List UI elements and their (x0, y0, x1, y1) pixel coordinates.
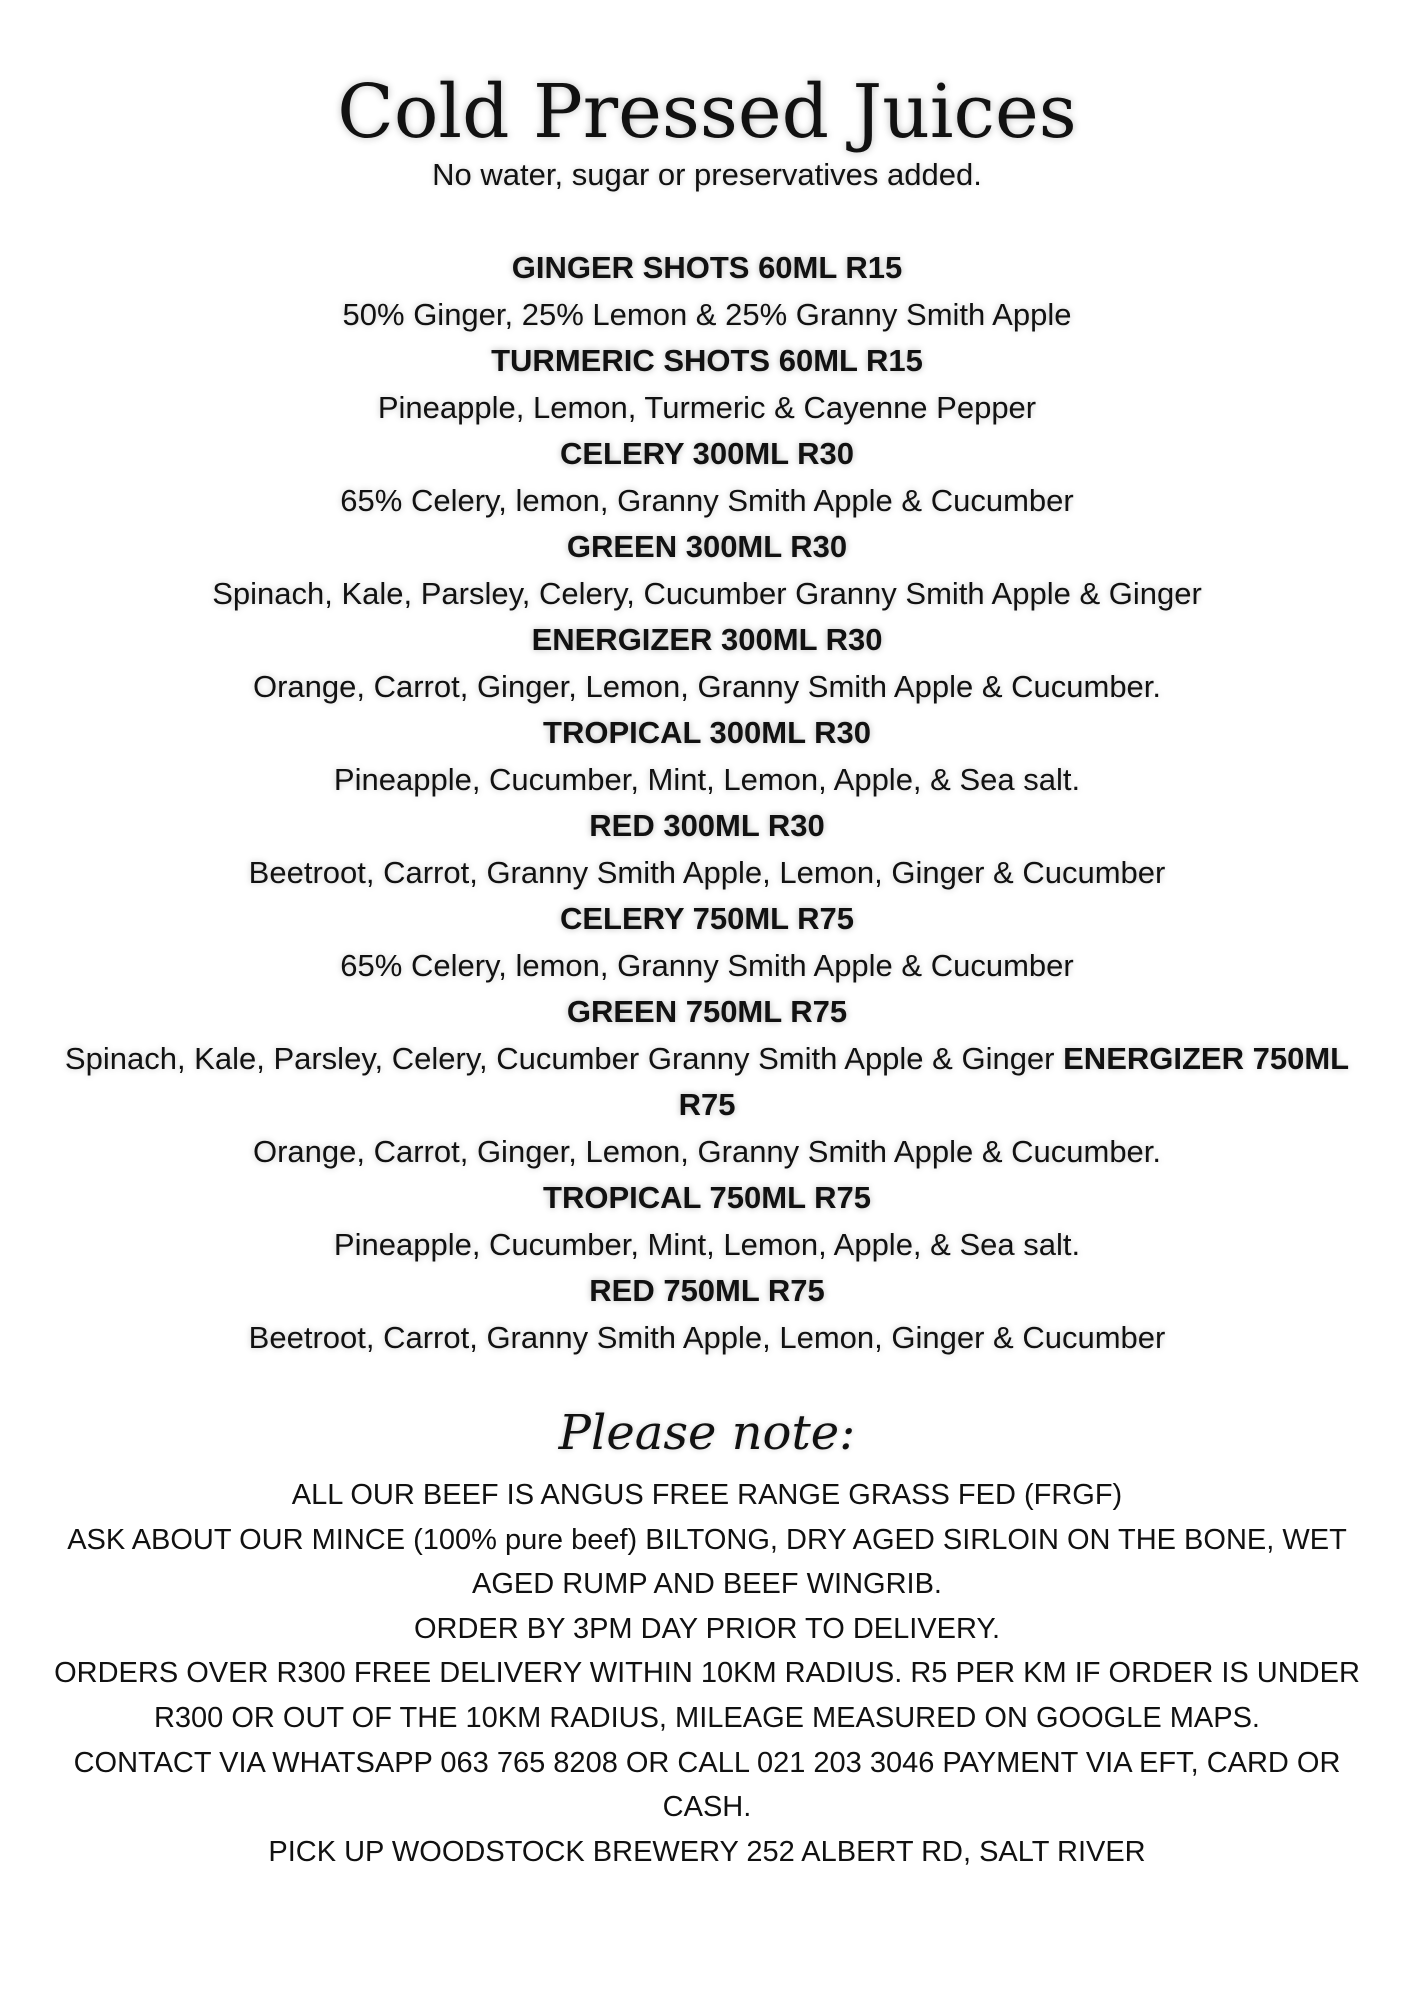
juice-ingredients: Pineapple, Cucumber, Mint, Lemon, Apple, & Sea salt. (333, 1226, 1081, 1262)
juice-heading: CELERY 300ML R30 (559, 436, 855, 471)
notes-section (0, 1473, 1414, 1874)
juice-heading: RED 750ML R75 (589, 1273, 825, 1308)
note-line: AGED RUMP AND BEEF WINGRIB. (472, 1568, 942, 1601)
note-line: CONTACT VIA WHATSAPP 063 765 8208 OR CALL 021 203 3046 PAYMENT VIA EFT, CARD OR (73, 1746, 1341, 1779)
juice-ingredients: Pineapple, Cucumber, Mint, Lemon, Apple, & Sea salt. (333, 761, 1081, 797)
juice-heading: GREEN 750ML R75 (566, 994, 848, 1029)
juice-ingredients: 65% Celery, lemon, Granny Smith Apple & Cucumber (340, 947, 1074, 983)
juice-ingredients: Orange, Carrot, Ginger, Lemon, Granny Smith Apple & Cucumber. (252, 668, 1162, 704)
note-line: ALL OUR BEEF IS ANGUS FREE RANGE GRASS FED (FRGF) (291, 1479, 1123, 1511)
juice-heading: ENERGIZER 300ML R30 (531, 622, 883, 657)
page-subtitle: No water, sugar or preservatives added. (432, 157, 982, 192)
juice-heading: GREEN 300ML R30 (566, 529, 848, 564)
juice-ingredients: 65% Celery, lemon, Granny Smith Apple & Cucumber (340, 482, 1074, 518)
juice-heading: TROPICAL 750ML R75 (543, 1180, 871, 1215)
juice-heading: GINGER SHOTS 60ML R15 (511, 250, 903, 285)
juice-heading-continued: R75 (678, 1087, 736, 1122)
juice-heading: TURMERIC SHOTS 60ML R15 (491, 343, 923, 378)
note-line: ORDER BY 3PM DAY PRIOR TO DELIVERY. (413, 1612, 1001, 1645)
juice-ingredients: Spinach, Kale, Parsley, Celery, Cucumber Granny Smith Apple & Ginger (64, 1040, 1055, 1076)
juice-ingredients: Beetroot, Carrot, Granny Smith Apple, Lemon, Ginger & Cucumber (248, 1319, 1166, 1355)
note-line: PICK UP WOODSTOCK BREWERY 252 ALBERT RD, SALT RIVER (268, 1835, 1146, 1868)
juice-ingredients: Beetroot, Carrot, Granny Smith Apple, Lemon, Ginger & Cucumber (248, 854, 1166, 890)
note-heading: Please note: (558, 1405, 856, 1461)
juice-heading: TROPICAL 300ML R30 (543, 715, 871, 750)
juice-menu (0, 245, 1414, 1361)
juice-ingredients-with-inline-heading (0, 1036, 1414, 1083)
juice-heading-inline: ENERGIZER 750ML (1063, 1040, 1350, 1076)
juice-ingredients: Spinach, Kale, Parsley, Celery, Cucumber Granny Smith Apple & Ginger (212, 575, 1202, 611)
juice-ingredients: Pineapple, Lemon, Turmeric & Cayenne Pepper (377, 389, 1037, 425)
juice-ingredients: 50% Ginger, 25% Lemon & 25% Granny Smith Apple (342, 296, 1072, 332)
juice-heading: CELERY 750ML R75 (559, 901, 855, 936)
juice-ingredients: Orange, Carrot, Ginger, Lemon, Granny Smith Apple & Cucumber. (252, 1133, 1162, 1169)
juice-heading: RED 300ML R30 (589, 808, 825, 843)
note-line: CASH. (662, 1791, 752, 1824)
note-line: R300 OR OUT OF THE 10KM RADIUS, MILEAGE MEASURED ON GOOGLE MAPS. (153, 1701, 1260, 1734)
note-line: ORDERS OVER R300 FREE DELIVERY WITHIN 10KM RADIUS. R5 PER KM IF ORDER IS UNDER (54, 1657, 1360, 1690)
note-line: ASK ABOUT OUR MINCE (100% pure beef) BILTONG, DRY AGED SIRLOIN ON THE BONE, WET (67, 1523, 1347, 1556)
page-title: Cold Pressed Juices (337, 69, 1077, 155)
